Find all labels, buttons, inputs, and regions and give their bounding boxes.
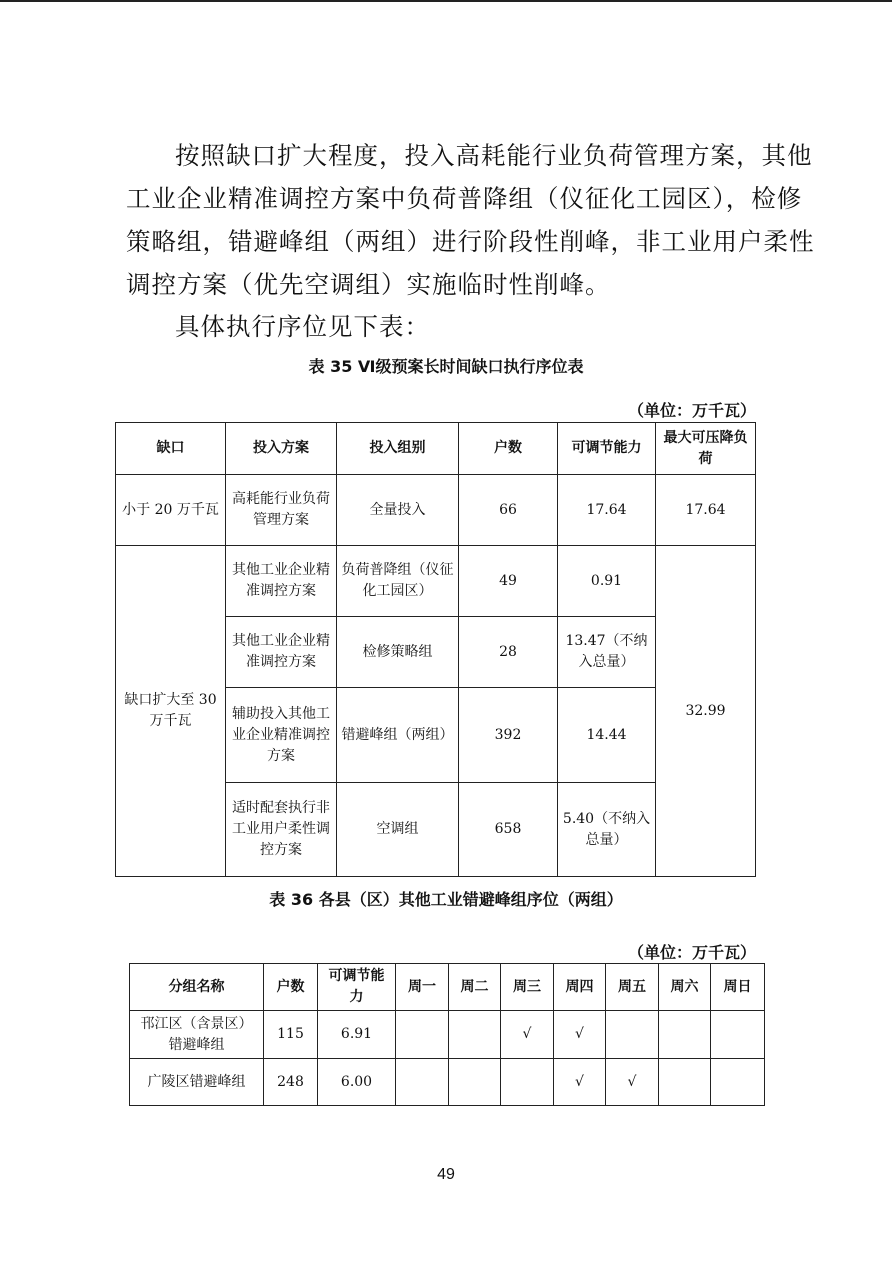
table36-caption: 表 36 各县（区）其他工业错避峰组序位（两组） <box>269 890 623 909</box>
table36-cell-tue <box>449 1011 501 1059</box>
page-number: 49 <box>437 1166 455 1183</box>
table35-header-row <box>116 423 756 475</box>
table35-cell-group: 检修策略组 <box>337 617 459 688</box>
table36-cell-thu: √ <box>554 1011 606 1059</box>
table36-cell-mon <box>396 1059 449 1106</box>
table35-header-plan: 投入方案 <box>226 423 337 475</box>
table35-cell-group: 全量投入 <box>337 475 459 546</box>
table35-cell-capacity: 17.64 <box>558 475 656 546</box>
table36-header-sun: 周日 <box>711 964 765 1011</box>
body-paragraph-line-4: 调控方案（优先空调组）实施临时性削峰。 <box>126 270 611 299</box>
table36-header-count: 户数 <box>264 964 318 1011</box>
table35-row <box>116 475 756 546</box>
body-paragraph-line-3: 策略组，错避峰组（两组）进行阶段性削峰，非工业用户柔性 <box>126 227 815 256</box>
table36-cell-fri <box>606 1011 659 1059</box>
table36-cell-capacity: 6.00 <box>318 1059 396 1106</box>
table35-cell-plan: 其他工业企业精准调控方案 <box>226 617 337 688</box>
table35-cell-plan: 辅助投入其他工业企业精准调控方案 <box>226 688 337 783</box>
table35-cell-gap: 缺口扩大至 30 万千瓦 <box>116 546 226 877</box>
table36-header-wed: 周三 <box>501 964 554 1011</box>
table35-cell-plan: 高耗能行业负荷管理方案 <box>226 475 337 546</box>
table35 <box>115 422 756 877</box>
table35-cell-count: 49 <box>459 546 558 617</box>
table36-cell-sun <box>711 1059 765 1106</box>
table36-cell-sat <box>659 1011 711 1059</box>
body-paragraph-intro: 具体执行序位见下表： <box>175 312 430 341</box>
table35-row <box>116 546 756 617</box>
table35-caption: 表 35 Ⅵ级预案长时间缺口执行序位表 <box>308 357 584 376</box>
table36-header-sat: 周六 <box>659 964 711 1011</box>
body-paragraph-line-1: 按照缺口扩大程度，投入高耗能行业负荷管理方案，其他 <box>175 141 813 170</box>
table36-cell-name: 广陵区错避峰组 <box>130 1059 264 1106</box>
table35-header-count: 户数 <box>459 423 558 475</box>
table36-cell-wed <box>501 1059 554 1106</box>
table35-cell-capacity: 13.47（不纳入总量） <box>558 617 656 688</box>
table36-cell-mon <box>396 1011 449 1059</box>
table36-row <box>130 1011 765 1059</box>
table35-cell-capacity: 5.40（不纳入总量） <box>558 783 656 877</box>
table35-cell-count: 658 <box>459 783 558 877</box>
table36-cell-name: 邗江区（含景区）错避峰组 <box>130 1011 264 1059</box>
table35-cell-max: 17.64 <box>656 475 756 546</box>
table35-cell-group: 空调组 <box>337 783 459 877</box>
table35-cell-capacity: 0.91 <box>558 546 656 617</box>
table36 <box>129 963 765 1106</box>
table35-cell-plan: 适时配套执行非工业用户柔性调控方案 <box>226 783 337 877</box>
table36-cell-fri: √ <box>606 1059 659 1106</box>
table35-cell-count: 66 <box>459 475 558 546</box>
table36-row <box>130 1059 765 1106</box>
body-paragraph-line-2: 工业企业精准调控方案中负荷普降组（仪征化工园区），检修 <box>126 184 803 213</box>
table35-header-capacity: 可调节能力 <box>558 423 656 475</box>
table36-header-thu: 周四 <box>554 964 606 1011</box>
table36-cell-capacity: 6.91 <box>318 1011 396 1059</box>
table35-header-max: 最大可压降负荷 <box>656 423 756 475</box>
table36-unit: （单位：万千瓦） <box>628 943 757 962</box>
table36-cell-sun <box>711 1011 765 1059</box>
table35-cell-max: 32.99 <box>656 546 756 877</box>
table36-cell-thu: √ <box>554 1059 606 1106</box>
table35-cell-capacity: 14.44 <box>558 688 656 783</box>
table35-cell-gap: 小于 20 万千瓦 <box>116 475 226 546</box>
table36-header-fri: 周五 <box>606 964 659 1011</box>
table36-header-capacity: 可调节能力 <box>318 964 396 1011</box>
table36-header-mon: 周一 <box>396 964 449 1011</box>
top-border-line <box>0 0 892 2</box>
table36-header-tue: 周二 <box>449 964 501 1011</box>
table35-cell-count: 28 <box>459 617 558 688</box>
table36-cell-tue <box>449 1059 501 1106</box>
table36-cell-wed: √ <box>501 1011 554 1059</box>
table36-header-name: 分组名称 <box>130 964 264 1011</box>
table36-cell-count: 248 <box>264 1059 318 1106</box>
table35-cell-plan: 其他工业企业精准调控方案 <box>226 546 337 617</box>
table36-header-row <box>130 964 765 1011</box>
table35-cell-group: 负荷普降组（仪征化工园区） <box>337 546 459 617</box>
table36-cell-sat <box>659 1059 711 1106</box>
table36-cell-count: 115 <box>264 1011 318 1059</box>
table35-header-group: 投入组别 <box>337 423 459 475</box>
table35-cell-group: 错避峰组（两组） <box>337 688 459 783</box>
table35-header-gap: 缺口 <box>116 423 226 475</box>
table35-unit: （单位：万千瓦） <box>628 401 757 420</box>
table35-cell-count: 392 <box>459 688 558 783</box>
